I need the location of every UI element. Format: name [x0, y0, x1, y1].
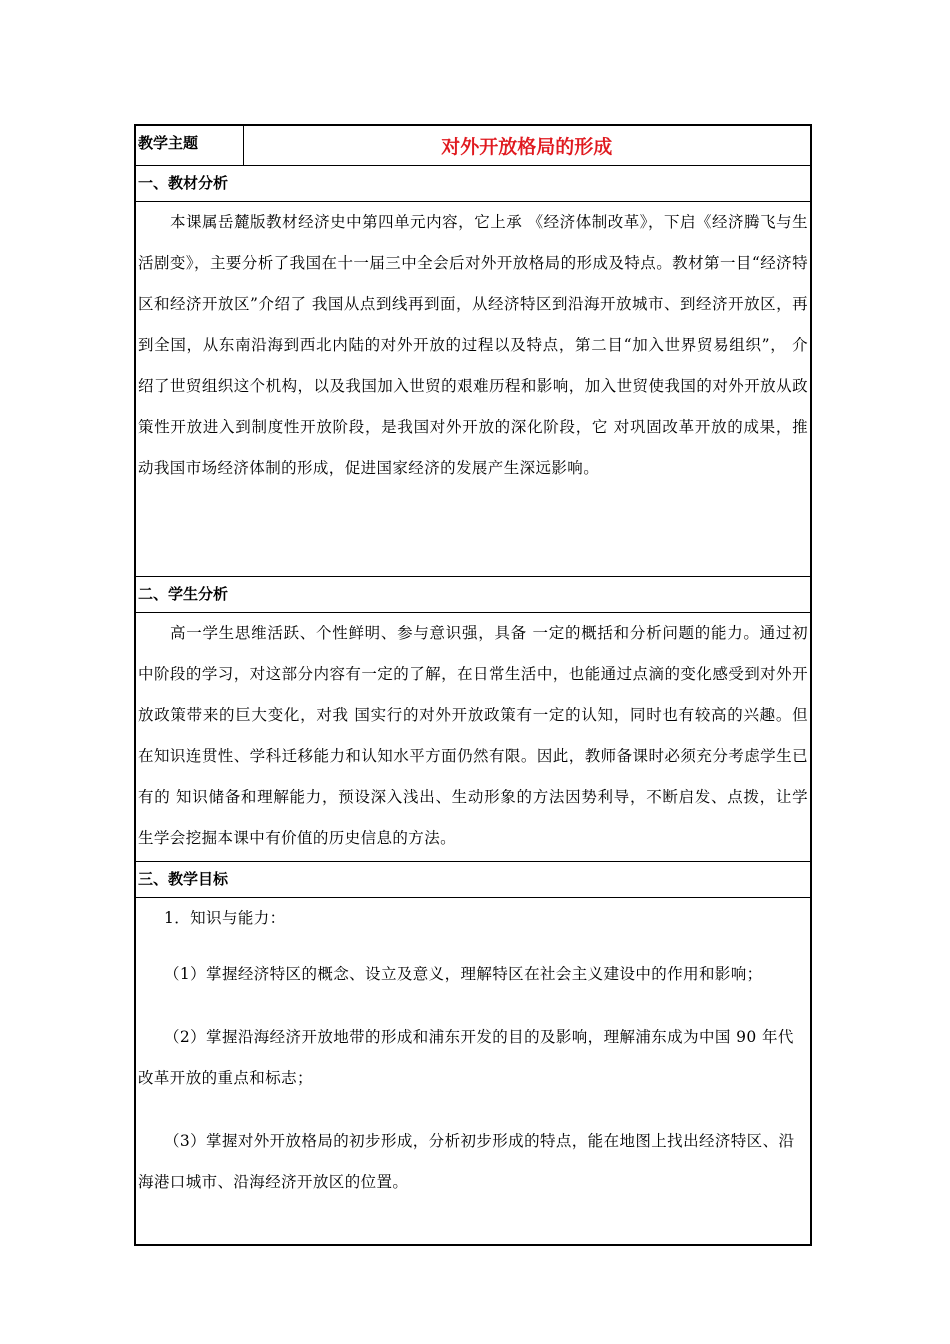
goal-item-2: （2）掌握沿海经济开放地带的形成和浦东开发的目的及影响，理解浦东成为中国 90 年代改革开放的重点和标志； — [138, 1027, 794, 1087]
textbook-analysis-paragraph: 本课属岳麓版教材经济史中第四单元内容，它上承 《经济体制改革》，下启《经济腾飞与生活剧变》，主要分析了我国在十一届三中全会后对外开放格局的形成及特点。教材第一目“经济特区和经济开放区”介绍了 我国从点到线再到面，从经济特区到沿海开放城市、到经济开放区，再到全国，从东南沿海到西北内陆的对外开放的过程以及特点，第二目“加入世界贸易组织”， 介绍了世贸组织这个机构，以及我国加入世贸的艰难历程和影响，加入世贸使我国的对外开放从政策性开放进入到制度性开放阶段，是我国对外开放的深化阶段，它 对巩固改革开放的成果，推动我国市场经济体制的形成，促进国家经济的发展产生深远影响。 — [138, 212, 808, 477]
goal-item-1: （1）掌握经济特区的概念、设立及意义，理解特区在社会主义建设中的作用和影响； — [164, 964, 763, 983]
goals-subheading: 1．知识与能力： — [164, 908, 286, 927]
section-body-textbook — [135, 201, 811, 576]
page-title: 对外开放格局的形成 — [243, 125, 811, 165]
student-analysis-paragraph: 高一学生思维活跃、个性鲜明、参与意识强，具备 一定的概括和分析问题的能力。通过初中阶段的学习，对这部分内容有一定的了解，在日常生活中，也能通过点滴的变化感受到对外开放政策带来的巨大变化，对我 国实行的对外开放政策有一定的认知，同时也有较高的兴趣。但在知识连贯性、学科迁移能力和认知水平方面仍然有限。因此，教师备课时必须充分考虑学生已有的 知识储备和理解能力，预设深入浅出、生动形象的方法因势利导，不断启发、点拨，让学生学会挖掘本课中有价值的历史信息的方法。 — [138, 623, 808, 847]
section-heading-students: 二、学生分析 — [135, 576, 811, 612]
goal-item-3: （3）掌握对外开放格局的初步形成，分析初步形成的特点，能在地图上找出经济特区、沿海港口城市、沿海经济开放区的位置。 — [138, 1131, 795, 1191]
section-body-students — [135, 612, 811, 861]
section-heading-textbook: 一、教材分析 — [135, 165, 811, 201]
lesson-plan-table — [134, 124, 812, 1246]
section-body-goals — [135, 897, 811, 1245]
section-heading-goals: 三、教学目标 — [135, 861, 811, 897]
topic-label: 教学主题 — [135, 125, 243, 165]
